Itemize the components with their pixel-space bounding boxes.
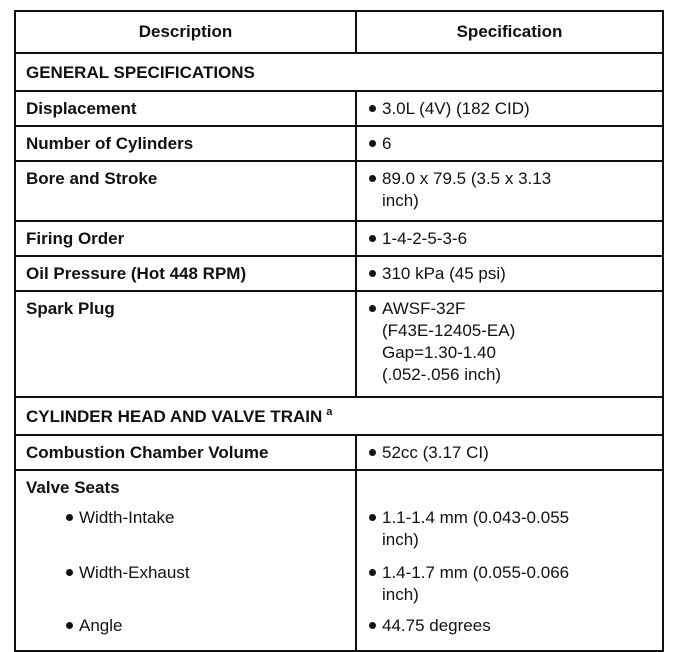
sub-value	[367, 562, 654, 615]
bullet-icon	[369, 449, 376, 456]
bullet-icon	[369, 270, 376, 277]
table-row	[15, 161, 663, 221]
valve-seats-value-cell	[356, 470, 663, 651]
row-value-cell	[356, 221, 663, 256]
row-label: Combustion Chamber Volume	[15, 435, 356, 470]
table-row	[15, 126, 663, 161]
description-header: Description	[15, 11, 356, 53]
row-value: 3.0L (4V) (182 CID)	[382, 99, 530, 118]
table-row	[15, 256, 663, 291]
spec-table	[14, 10, 664, 652]
table-row	[15, 91, 663, 126]
row-value-cell	[356, 435, 663, 470]
row-label: Spark Plug	[15, 291, 356, 397]
sub-value	[367, 615, 654, 637]
row-value-cell	[356, 291, 663, 397]
bullet-icon	[369, 235, 376, 242]
valve-seats-label-cell	[15, 470, 356, 651]
sub-value-text: 1.1-1.4 mm (0.043-0.055 inch)	[382, 508, 570, 549]
section-cylinder-head	[15, 397, 663, 435]
bullet-icon	[369, 140, 376, 147]
row-value-cell	[356, 91, 663, 126]
valve-seats-row	[15, 470, 663, 651]
bullet-icon	[66, 622, 73, 629]
header-row	[15, 11, 663, 53]
sub-item	[26, 615, 355, 637]
table-row	[15, 221, 663, 256]
section-row	[15, 53, 663, 91]
sub-item-label: Angle	[79, 616, 123, 635]
row-value-cell	[356, 161, 663, 221]
section-title: CYLINDER HEAD AND VALVE TRAIN	[26, 407, 323, 426]
row-value: 52cc (3.17 CI)	[382, 443, 489, 462]
table-row	[15, 291, 663, 397]
row-label: Displacement	[15, 91, 356, 126]
row-value-cell	[356, 256, 663, 291]
row-value-cell	[356, 126, 663, 161]
footnote-marker: a	[326, 406, 333, 419]
row-value: 310 kPa (45 psi)	[382, 264, 506, 283]
bullet-icon	[369, 305, 376, 312]
sub-value-text: 44.75 degrees	[382, 616, 491, 635]
sub-item-label: Width-Exhaust	[79, 563, 190, 582]
row-label: Oil Pressure (Hot 448 RPM)	[15, 256, 356, 291]
row-value: AWSF-32F (F43E-12405-EA) Gap=1.30-1.40 (.052-.056 inch)	[382, 299, 516, 384]
sub-item	[26, 507, 355, 562]
sub-item	[26, 562, 355, 615]
row-label: Firing Order	[15, 221, 356, 256]
sub-item-label: Width-Intake	[79, 508, 175, 527]
specification-header: Specification	[356, 11, 663, 53]
sub-value-text: 1.4-1.7 mm (0.055-0.066 inch)	[382, 563, 570, 604]
bullet-icon	[369, 622, 376, 629]
bullet-icon	[369, 175, 376, 182]
bullet-icon	[369, 569, 376, 576]
section-row	[15, 397, 663, 435]
bullet-icon	[66, 514, 73, 521]
bullet-icon	[369, 105, 376, 112]
bullet-icon	[66, 569, 73, 576]
row-value: 6	[382, 134, 392, 153]
sub-value	[367, 507, 654, 562]
table-row	[15, 435, 663, 470]
valve-seats-label: Valve Seats	[26, 478, 120, 497]
row-label: Bore and Stroke	[15, 161, 356, 221]
row-label: Number of Cylinders	[15, 126, 356, 161]
section-general: GENERAL SPECIFICATIONS	[15, 53, 663, 91]
bullet-icon	[369, 514, 376, 521]
row-value: 89.0 x 79.5 (3.5 x 3.13 inch)	[382, 169, 552, 210]
row-value: 1-4-2-5-3-6	[382, 229, 468, 248]
